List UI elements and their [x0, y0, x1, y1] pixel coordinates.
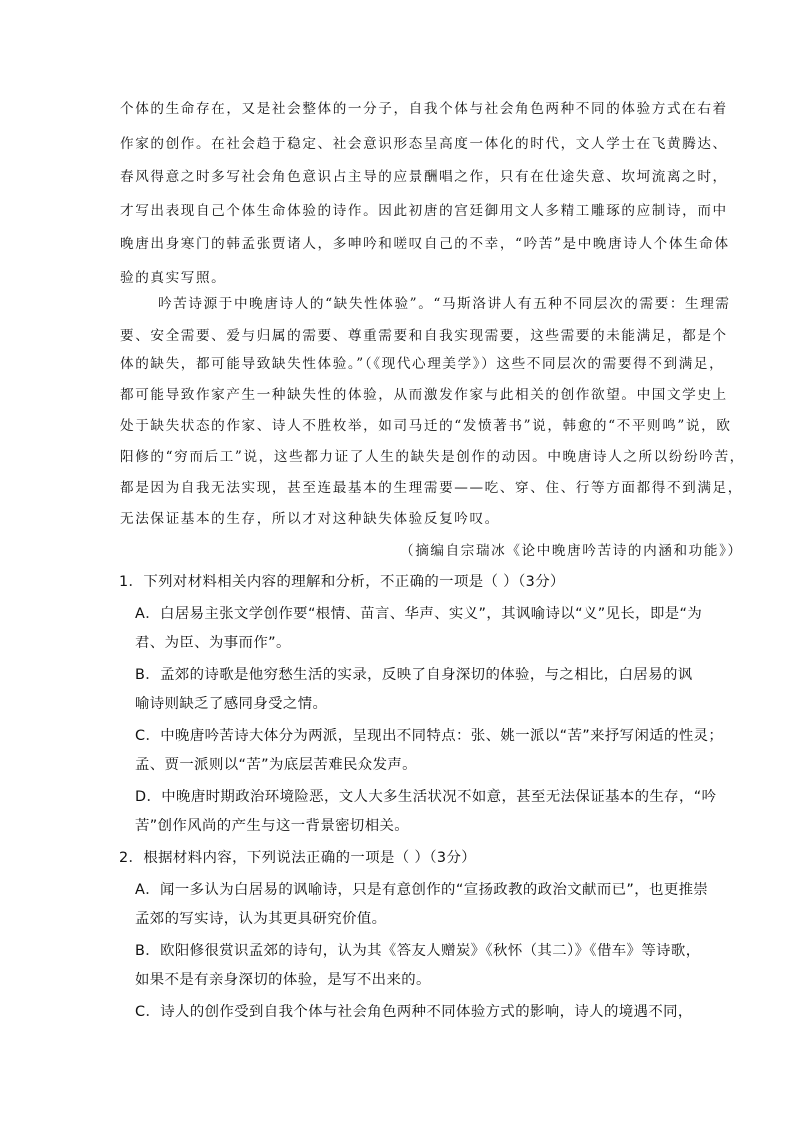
option-b-line: B．孟郊的诗歌是他穷愁生活的实录，反映了自身深切的体验，与之相比，白居易的讽	[135, 667, 693, 683]
passage-line: 验的真实写照。	[120, 270, 227, 286]
option-d-line: D．中晚唐时期政治环境险恶，文人大多生活状况不如意，甚至无法保证基本的生存，“吟	[135, 789, 717, 805]
passage-line: 作家的创作。在社会趋于稳定、社会意识形态呈高度一体化的时代，文人学士在飞黄腾达、	[120, 136, 728, 152]
passage-line: 吟苦诗源于中晚唐诗人的“缺失性体验”。“马斯洛讲人有五种不同层次的需要：生理需	[158, 296, 731, 312]
option-b-line: 喻诗则缺乏了感同身受之情。	[135, 696, 328, 712]
passage-line: 都可能导致作家产生一种缺失性的体验，从而激发作家与此相关的创作欲望。中国文学史上	[120, 387, 728, 403]
option-d-line: 苦”创作风尚的产生与这一背景密切相关。	[135, 818, 410, 834]
option-b-line: 如果不是有亲身深切的体验，是写不出来的。	[135, 972, 431, 988]
passage-line: 晚唐出身寒门的韩孟张贾诸人，多呻吟和嗟叹自己的不幸，“吟苦”是中晚唐诗人个体生命体	[120, 236, 730, 252]
passage-line: 个体的生命存在，又是社会整体的一分子，自我个体与社会角色两种不同的体验方式在右着	[120, 101, 728, 117]
option-b-line: B．欧阳修很赏识孟郊的诗句，认为其《答友人赠炭》《秋怀（其二）》《借车》等诗歌，	[135, 943, 701, 959]
option-c-line: 孟、贾一派则以“苦”为底层苦难民众发声。	[135, 757, 417, 773]
option-a-line: 孟郊的写实诗，认为其更具研究价值。	[135, 911, 387, 927]
question-stem: 2．根据材料内容，下列说法正确的一项是（ ）（3分）	[119, 850, 477, 866]
passage-line: 阳修的“穷而后工”说，这些都力证了人生的缺失是创作的动因。中晚唐诗人之所以纷纷吟苦，	[120, 449, 745, 465]
passage-line: 处于缺失状态的作家、诗人不胜枚举，如司马迁的“发愤著书”说，韩愈的“不平则鸣”说，欧	[120, 418, 732, 434]
option-c-line: C．诗人的创作受到自我个体与社会角色两种不同体验方式的影响，诗人的境遇不同，	[135, 1004, 693, 1020]
option-a-line: 君、为臣、为事而作”。	[135, 635, 291, 651]
passage-line: 都是因为自我无法实现，甚至连最基本的生理需要——吃、穿、住、行等方面都得不到满足，	[120, 480, 743, 496]
passage-line: 才写出表现自己个体生命体验的诗作。因此初唐的宫廷御用文人多精工雕琢的应制诗，而中	[120, 203, 728, 219]
option-a-line: A．白居易主张文学创作要“根情、苗言、华声、实义”，其讽喻诗以“义”见长，即是“为	[135, 606, 703, 622]
passage-line: 春风得意之时多写社会角色意识占主导的应景酬唱之作，只有在仕途失意、坎坷流离之时，	[120, 169, 728, 185]
passage-line: 要、安全需要、爱与归属的需要、尊重需要和自我实现需要，这些需要的未能满足，都是个	[120, 328, 728, 344]
passage-line: 体的缺失，都可能导致缺失性体验。”（《现代心理美学》）这些不同层次的需要得不到满足，	[120, 356, 725, 372]
passage-line: 无法保证基本的生存，所以才对这种缺失体验反复吟叹。	[120, 511, 500, 527]
option-c-line: C．中晚唐吟苦诗大体分为两派，呈现出不同特点：张、姚一派以“苦”来抒写闲适的性灵；	[135, 728, 724, 744]
option-a-line: A．闻一多认为白居易的讽喻诗，只是有意创作的“宣扬政教的政治文献而已”，也更推崇	[135, 882, 709, 898]
question-stem: 1．下列对材料相关内容的理解和分析，不正确的一项是（ ）（3分）	[119, 574, 565, 590]
passage-source: （摘编自宗瑞冰《论中晚唐吟苦诗的内涵和功能》）	[400, 543, 743, 559]
